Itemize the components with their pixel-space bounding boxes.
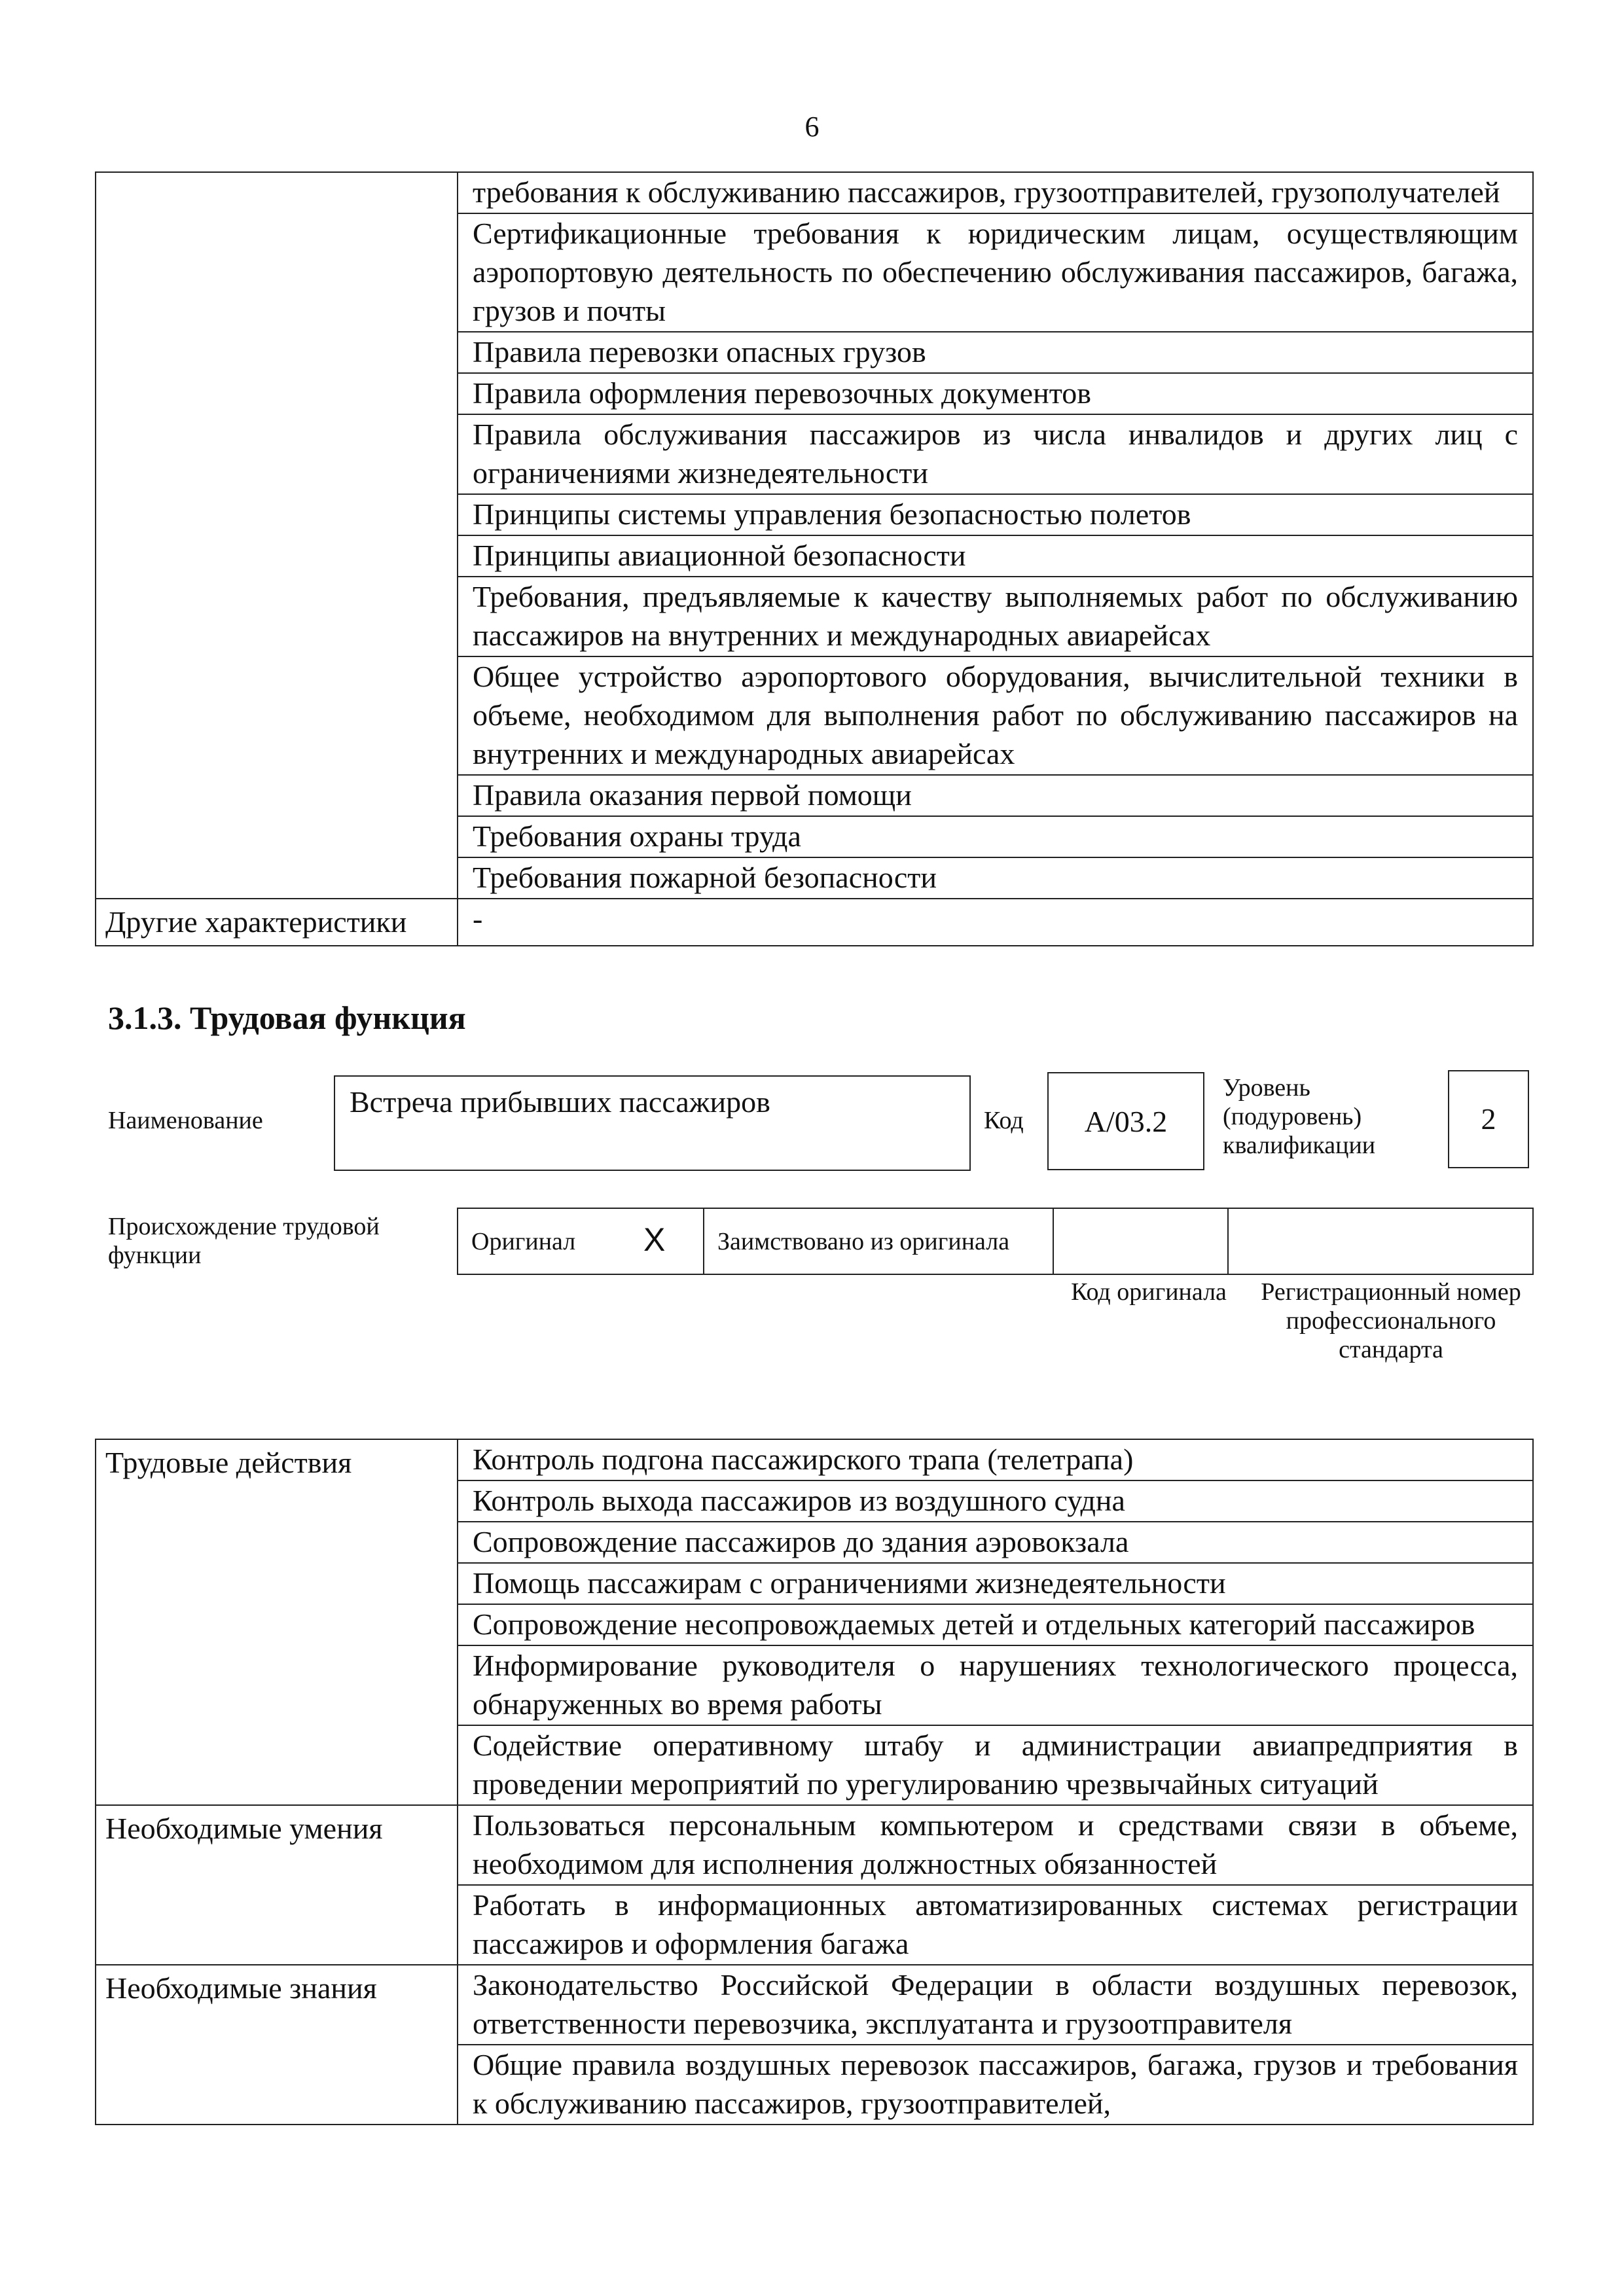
code-value: А/03.2 [1084,1105,1168,1138]
row-item: Пользоваться персональным компьютером и средствами связи в объеме, необходимом для исполнения должностных обязанностей [458,1805,1533,1885]
row-item: Общие правила воздушных перевозок пассажиров, багажа, грузов и требования к обслуживанию пассажиров, грузоотправителей, [458,2045,1533,2125]
row-item: Общее устройство аэропортового оборудования, вычислительной техники в объеме, необходимом для выполнения работ по обслуживанию пассажиров на внутренних и международных авиарейсах [458,656,1533,775]
level-label: Уровень (подуровень) квалификации [1223,1074,1376,1159]
row-item: Законодательство Российской Федерации в области воздушных перевозок, ответственности перевозчика, эксплуатанта и грузоотправителя [458,1965,1533,2045]
function-name-value: Встреча прибывших пассажиров [350,1085,770,1119]
row-item: Правила оказания первой помощи [458,775,1533,816]
origin-mark-cell [630,1208,704,1274]
origin-original-cell [458,1208,630,1274]
section-title: 3.1.3. Трудовая функция [108,999,466,1036]
row-label: Другие характеристики [96,899,458,946]
row-item: Сертификационные требования к юридическим лицам, осуществляющим аэропортовую деятельность по обеспечению обслуживания пассажиров, багажа, грузов и почты [458,213,1533,332]
row-item: Сопровождение пассажиров до здания аэровокзала [458,1522,1533,1563]
caption-registration-number: Регистрационный номер профессионального стандарта [1261,1278,1521,1363]
row-label: Необходимые знания [96,1965,458,2125]
labor-actions-table [95,1439,1534,2125]
row-item: Контроль подгона пассажирского трапа (телетрапа) [458,1439,1533,1480]
row-item: Контроль выхода пассажиров из воздушного судна [458,1480,1533,1522]
origin-reg-cell [1228,1208,1533,1274]
row-item: Требования пожарной безопасности [458,857,1533,899]
row-item: Принципы системы управления безопасностью полетов [458,494,1533,535]
row-item: Работать в информационных автоматизированных системах регистрации пассажиров и оформления багажа [458,1885,1533,1965]
row-label: Трудовые действия [96,1439,458,1805]
row-item: Правила перевозки опасных грузов [458,332,1533,373]
row-label [96,172,458,899]
row-item: Правила оформления перевозочных документов [458,373,1533,414]
row-label: Необходимые умения [96,1805,458,1965]
code-label: Код [984,1107,1024,1134]
origin-mark: X [643,1221,666,1258]
row-item: Требования, предъявляемые к качеству выполняемых работ по обслуживанию пассажиров на внутренних и международных авиарейсах [458,577,1533,656]
knowledge-table-body [96,172,1533,946]
row-item: Информирование руководителя о нарушениях технологического процесса, обнаруженных во время работы [458,1645,1533,1725]
code-box [1047,1072,1204,1170]
level-value: 2 [1481,1102,1496,1136]
table-row [96,1965,1533,2045]
caption-original-code: Код оригинала [1071,1278,1227,1306]
function-name-box [334,1075,971,1171]
row-item: Сопровождение несопровождаемых детей и отдельных категорий пассажиров [458,1604,1533,1645]
row-item: Помощь пассажирам с ограничениями жизнедеятельности [458,1563,1533,1604]
page-number: 6 [804,111,820,143]
row-item: требования к обслуживанию пассажиров, грузоотправителей, грузополучателей [458,172,1533,213]
row-item: Правила обслуживания пассажиров из числа инвалидов и других лиц с ограничениями жизнедеятельности [458,414,1533,494]
origin-borrowed-label: Заимствовано из оригинала [717,1227,1010,1255]
origin-label: Происхождение трудовой функции [108,1213,380,1269]
row-item: - [458,899,1533,946]
origin-borrowed-cell [704,1208,1053,1274]
table-row [96,1805,1533,1885]
level-box [1448,1070,1529,1168]
knowledge-table-continued [95,171,1534,946]
row-item: Принципы авиационной безопасности [458,535,1533,577]
row-item: Содействие оперативному штабу и администрации авиапредприятия в проведении мероприятий по урегулированию чрезвычайных ситуаций [458,1725,1533,1805]
origin-original-label: Оригинал [471,1227,576,1255]
name-label: Наименование [108,1107,263,1134]
row-item: Требования охраны труда [458,816,1533,857]
labor-actions-table-body [96,1439,1533,2125]
table-row [96,1439,1533,1480]
origin-table [457,1208,1534,1275]
table-row [96,172,1533,213]
table-row [96,899,1533,946]
origin-code-cell [1053,1208,1228,1274]
